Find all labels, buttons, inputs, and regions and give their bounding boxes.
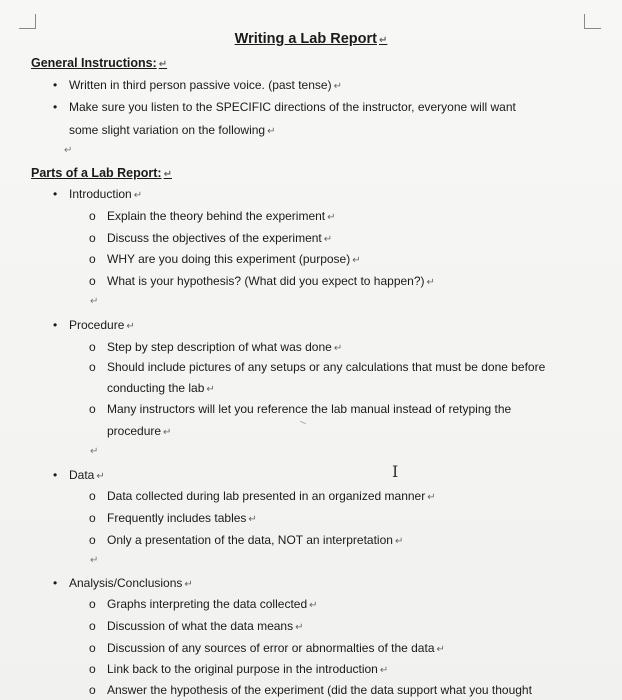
- analysis-label[interactable]: Analysis/Conclusions ↵: [69, 576, 193, 590]
- analysis-item-1[interactable]: Graphs interpreting the data collected ↵: [107, 597, 318, 611]
- empty-paragraph-mark: ↵: [90, 555, 99, 566]
- sub-bullet-icon: o: [89, 662, 96, 676]
- procedure-label[interactable]: Procedure ↵: [69, 318, 135, 332]
- sub-bullet-icon: o: [89, 402, 96, 416]
- procedure-item-3-cont[interactable]: procedure ↵: [107, 424, 172, 438]
- sub-bullet-icon: o: [89, 489, 96, 503]
- general-instructions-heading[interactable]: General Instructions: ↵: [31, 56, 168, 70]
- text-cursor-icon: I: [392, 462, 399, 481]
- analysis-item-2[interactable]: Discussion of what the data means ↵: [107, 619, 304, 633]
- empty-paragraph-mark: ↵: [90, 296, 99, 307]
- document-title[interactable]: Writing a Lab Report ↵: [234, 31, 388, 47]
- sub-bullet-icon: o: [89, 641, 96, 655]
- data-item-1[interactable]: Data collected during lab presented in an organized manner ↵: [107, 489, 436, 503]
- sub-bullet-icon: o: [89, 683, 96, 697]
- data-label[interactable]: Data ↵: [69, 468, 105, 482]
- empty-paragraph-mark: ↵: [90, 446, 99, 457]
- page-margin-corner-right: [584, 14, 601, 29]
- bullet-icon: •: [53, 576, 58, 590]
- introduction-item-4[interactable]: What is your hypothesis? (What did you expect to happen?) ↵: [107, 274, 435, 288]
- sub-bullet-icon: o: [89, 340, 96, 354]
- bullet-icon: •: [53, 100, 58, 114]
- procedure-item-3[interactable]: Many instructors will let you reference the lab manual instead of retyping the: [107, 402, 512, 416]
- sub-bullet-icon: o: [89, 360, 96, 374]
- parts-heading[interactable]: Parts of a Lab Report: ↵: [31, 166, 172, 180]
- analysis-item-4[interactable]: Link back to the original purpose in the introduction ↵: [107, 662, 389, 676]
- procedure-item-2[interactable]: Should include pictures of any setups or any calculations that must be done before: [107, 360, 546, 374]
- procedure-item-1[interactable]: Step by step description of what was done ↵: [107, 340, 343, 354]
- bullet-icon: •: [53, 187, 58, 201]
- sub-bullet-icon: o: [89, 597, 96, 611]
- sub-bullet-icon: o: [89, 274, 96, 288]
- general-item-2-cont[interactable]: some slight variation on the following ↵: [69, 123, 276, 137]
- introduction-label[interactable]: Introduction ↵: [69, 187, 143, 201]
- sub-bullet-icon: o: [89, 511, 96, 525]
- empty-paragraph-mark: ↵: [64, 145, 73, 156]
- data-item-3[interactable]: Only a presentation of the data, NOT an interpretation ↵: [107, 533, 404, 547]
- bullet-icon: •: [53, 78, 58, 92]
- bullet-icon: •: [53, 468, 58, 482]
- sub-bullet-icon: o: [89, 533, 96, 547]
- sub-bullet-icon: o: [89, 209, 96, 223]
- sub-bullet-icon: o: [89, 231, 96, 245]
- sub-bullet-icon: o: [89, 619, 96, 633]
- general-item-2[interactable]: Make sure you listen to the SPECIFIC directions of the instructor, everyone will want: [69, 100, 516, 114]
- introduction-item-2[interactable]: Discuss the objectives of the experiment ↵: [107, 231, 333, 245]
- bullet-icon: •: [53, 318, 58, 332]
- stray-mark: [300, 421, 306, 424]
- general-item-1[interactable]: Written in third person passive voice. (past tense) ↵: [69, 78, 342, 92]
- introduction-item-3[interactable]: WHY are you doing this experiment (purpose) ↵: [107, 252, 361, 266]
- analysis-item-3[interactable]: Discussion of any sources of error or abnormalties of the data ↵: [107, 641, 445, 655]
- introduction-item-1[interactable]: Explain the theory behind the experiment ↵: [107, 209, 336, 223]
- procedure-item-2-cont[interactable]: conducting the lab ↵: [107, 381, 215, 395]
- data-item-2[interactable]: Frequently includes tables ↵: [107, 511, 257, 525]
- analysis-item-5[interactable]: Answer the hypothesis of the experiment (did the data support what you thought: [107, 683, 532, 697]
- page-margin-corner-left: [19, 14, 36, 29]
- sub-bullet-icon: o: [89, 252, 96, 266]
